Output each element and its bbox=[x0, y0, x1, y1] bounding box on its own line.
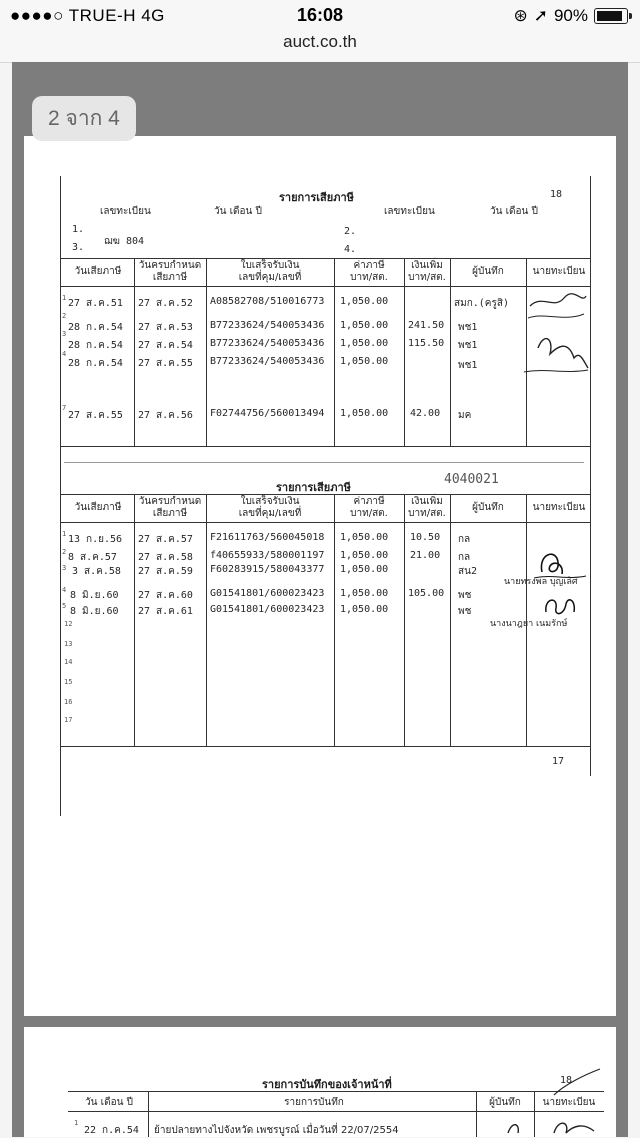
stamp-number: 4040021 bbox=[444, 472, 499, 487]
row-label: 3. bbox=[72, 242, 85, 253]
col-header: วันเสียภาษี bbox=[74, 266, 122, 277]
document-page: รายการบันทึกของเจ้าหน้าที่ 18 วัน เดือน ปี รายการบันทึก ผู้บันทึก นายทะเบียน 1 22 ก.ค.54 ย้ายปลายทางไปจังหวัด เพชรบูรณ์ เมื่อวันที่ 22/07/2554 bbox=[24, 1027, 616, 1137]
location-icon: ➚ bbox=[533, 6, 548, 25]
col-header: ใบเสร็จรับเงิน เลขที่คุม/เลขที่ bbox=[238, 496, 302, 519]
col-header: ค่าภาษี บาท/สต. bbox=[350, 260, 388, 283]
col-header: ผู้บันทึก bbox=[472, 502, 504, 513]
status-icons bbox=[513, 6, 628, 26]
status-bar bbox=[0, 0, 640, 30]
col-header: วันครบกำหนด เสียภาษี bbox=[138, 260, 202, 283]
col-header: นายทะเบียน bbox=[542, 1097, 596, 1108]
col-header: ค่าภาษี บาท/สต. bbox=[350, 496, 388, 519]
url-text: auct.co.th bbox=[283, 32, 357, 51]
page-indicator: 2 จาก 4 bbox=[32, 96, 136, 141]
url-bar[interactable] bbox=[0, 30, 640, 63]
document-page: รายการเสียภาษี 18 เลขทะเบียน วัน เดือน ปี เลขทะเบียน วัน เดือน ปี 1. 2. 3. 4. ฌฆ 804 วันเสียภาษี วันครบกำหนด เสียภาษี ใบเสร็จรับเงิน เลขที่คุม/เลขที่ ค่าภาษี บาท/สต. เงินเพิ่ม บาท/สต. ผู้บันทึก นายทะเบียน 1 27 ส.ค.51 27 ส.ค.52 A08582708/510016773 1,050.00 สมก.(ครูสิ) 2 28 ก.ค.54 27 ส.ค.53 B77233624/540053436 1,050.00 241.50 พช1 3 28 ก.ค.54 27 ส.ค.54 B77233624/540053436 1,050.00 115.50 พช1 4 28 ก.ค.54 27 ส.ค.55 B77233624/540053436 1,050.00 พช1 7 27 ส.ค.55 27 ส.ค.56 F02744756/560013494 1,050.00 42.00 มค รายการเสียภาษี 4040021 วันเสียภาษี วันครบกำหนด เสียภาษี ใบเสร็จรับเงิน เลขที่คุม/เลขที่ ค่าภาษี บาท/สต. เงินเพิ่ม บาท/สต. ผู้บันทึก นายทะเบียน 1 13 ก.ย.56 27 ส.ค.57 F21611763/560045018 1,050.00 10.50 กล 2 8 ส.ค.57 27 ส.ค.58 f40655933/580001197 1,050.00 21.00 กล 3 3 ส.ค.58 27 ส.ค.59 F60283915/580043377 1,050.00 สน2 4 8 มิ.ย.60 27 ส.ค.60 G01541801/600023423 1,050.00 105.00 พช 5 8 มิ.ย.60 27 ส.ค.61 G01541801/600023423 1,050.00 พช 12 13 14 15 16 17 นายทรงพล บุญเลิศ นางนาฎยา เนมรักษ์ 17 bbox=[24, 136, 616, 1016]
page-number: 18 bbox=[550, 189, 563, 200]
plate-number: ฌฆ 804 bbox=[104, 236, 145, 247]
registrar-signature bbox=[494, 1065, 604, 1135]
battery-percent: 90% bbox=[553, 6, 588, 25]
col-header: นายทะเบียน bbox=[532, 266, 586, 277]
tax-table-title-2: รายการเสียภาษี bbox=[276, 481, 351, 494]
col-header: รายการบันทึก bbox=[284, 1097, 344, 1108]
row-label: 2. bbox=[344, 226, 357, 237]
reg-no-header: เลขทะเบียน bbox=[100, 206, 151, 217]
clock: 16:08 bbox=[296, 5, 344, 25]
battery-icon bbox=[594, 8, 628, 24]
col-header: นายทะเบียน bbox=[532, 502, 586, 513]
col-header: วันเสียภาษี bbox=[74, 502, 122, 513]
reg-no-header-2: เลขทะเบียน bbox=[384, 206, 435, 217]
col-header: ผู้บันทึก bbox=[489, 1097, 521, 1108]
col-header: ใบเสร็จรับเงิน เลขที่คุม/เลขที่ bbox=[238, 260, 302, 283]
page-number: 18 bbox=[560, 1075, 573, 1086]
registrar-signature bbox=[524, 288, 590, 378]
date-header: วัน เดือน ปี bbox=[214, 206, 262, 217]
row-label: 1. bbox=[72, 224, 85, 235]
row-label: 4. bbox=[344, 244, 357, 255]
col-header: เงินเพิ่ม บาท/สต. bbox=[408, 260, 446, 283]
registrar-name: นางนาฎยา เนมรักษ์ bbox=[490, 619, 568, 629]
rotation-lock-icon: ⊛ bbox=[513, 6, 528, 25]
col-header: วัน เดือน ปี bbox=[85, 1097, 133, 1108]
tax-table-title: รายการเสียภาษี bbox=[279, 191, 354, 204]
col-header: วันครบกำหนด เสียภาษี bbox=[138, 496, 202, 519]
date-header-2: วัน เดือน ปี bbox=[490, 206, 538, 217]
carrier-label: ●●●●○ TRUE-H 4G bbox=[10, 6, 165, 25]
registrar-name: นายทรงพล บุญเลิศ bbox=[504, 577, 578, 587]
col-header: ผู้บันทึก bbox=[472, 266, 504, 277]
officer-record-title: รายการบันทึกของเจ้าหน้าที่ bbox=[262, 1078, 392, 1091]
page-number: 17 bbox=[552, 756, 565, 767]
col-header: เงินเพิ่ม บาท/สต. bbox=[408, 496, 446, 519]
